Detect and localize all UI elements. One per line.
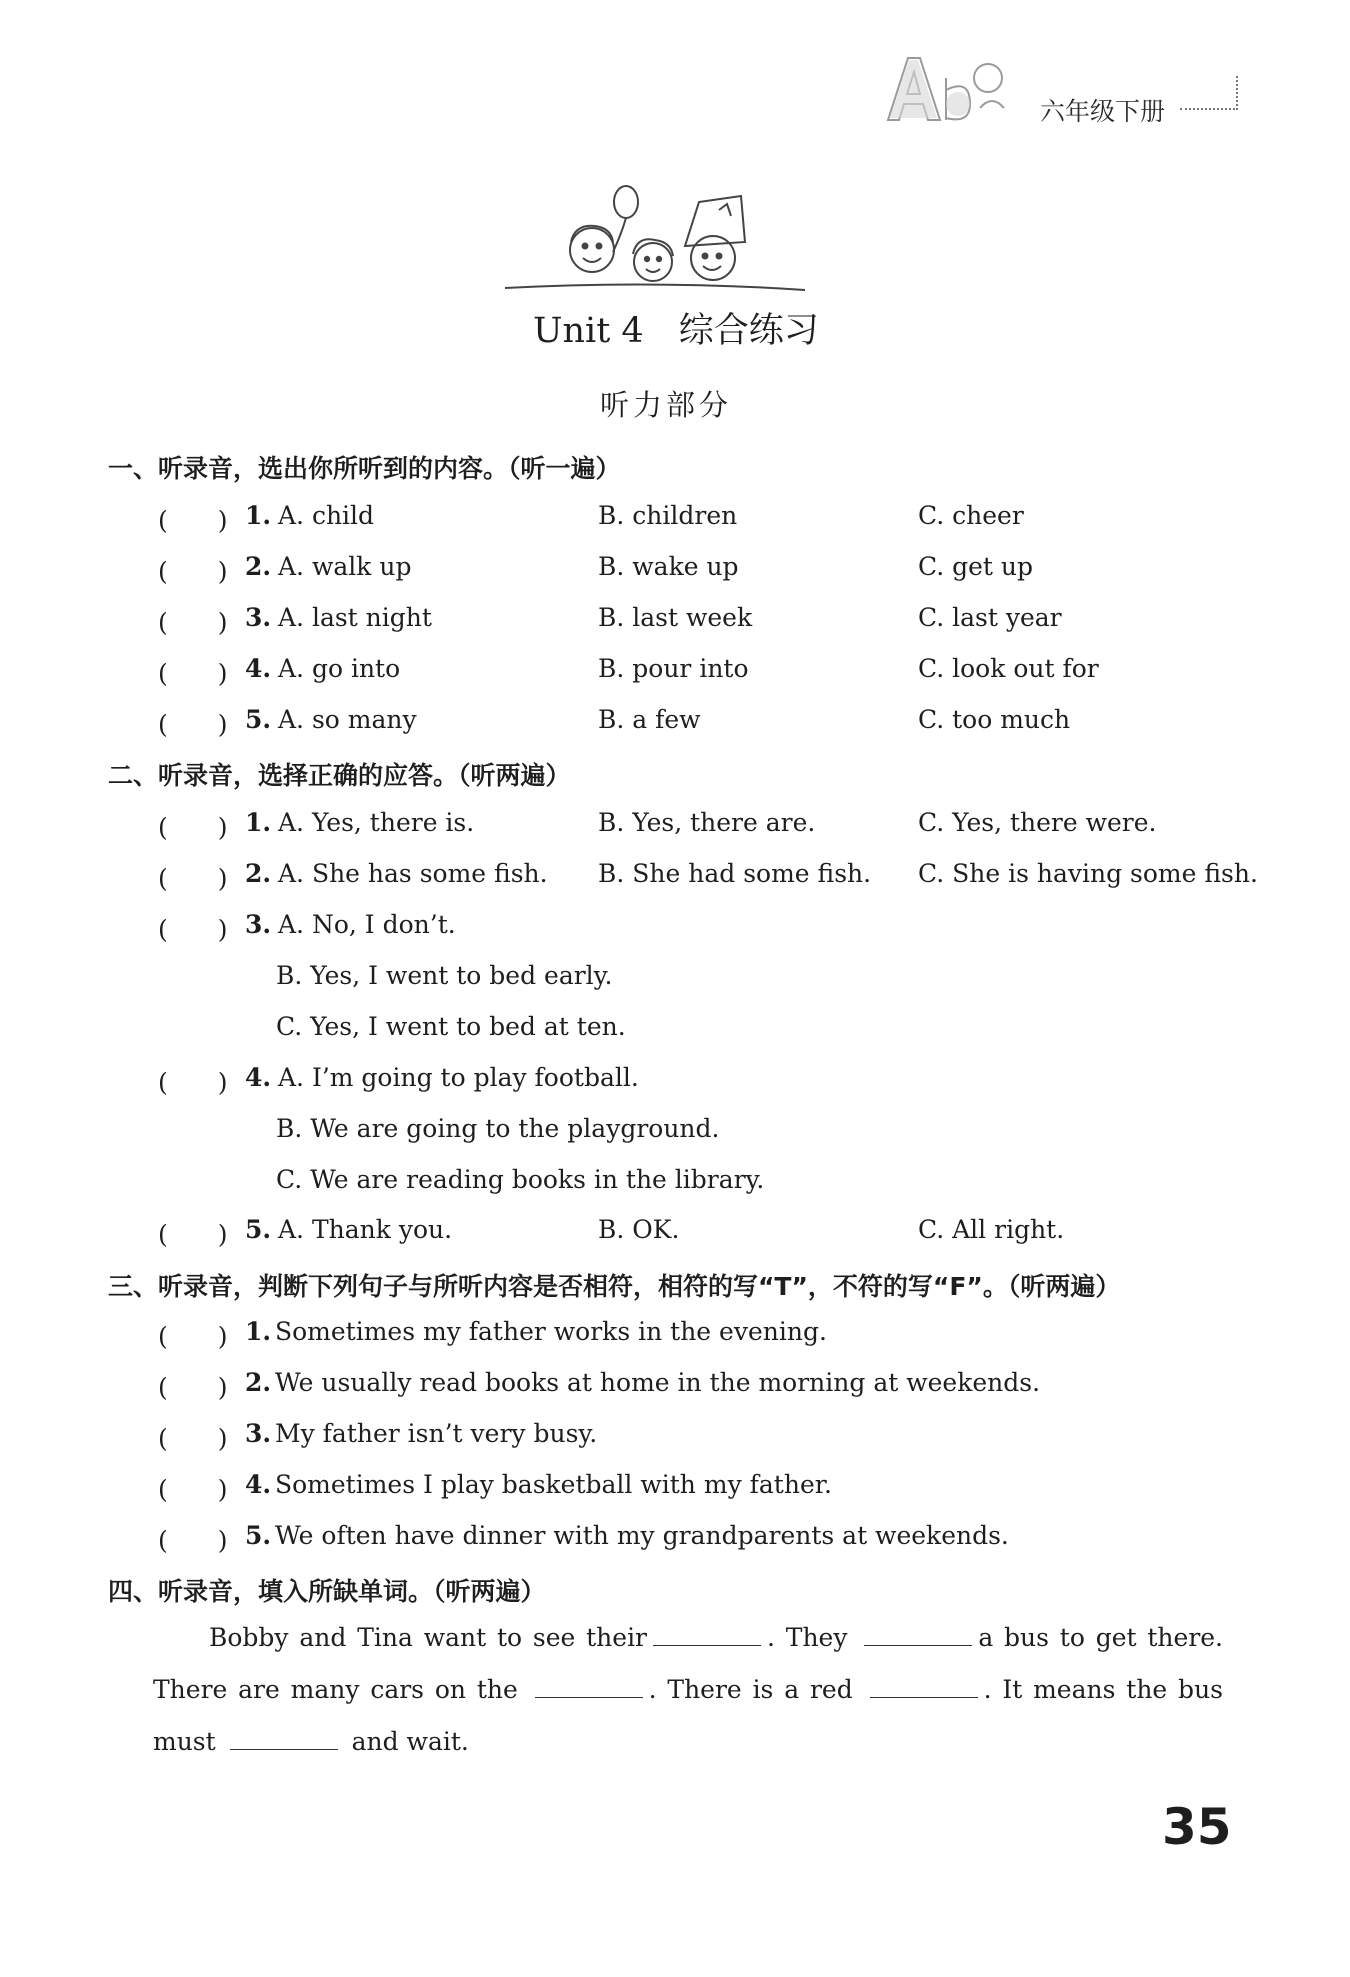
statement-text: Sometimes my father works in the evening. bbox=[275, 1317, 827, 1346]
answer-bracket[interactable]: ( ) bbox=[158, 557, 228, 586]
option-a: A. No, I don’t. bbox=[278, 910, 456, 939]
passage-text: . There is a red bbox=[648, 1675, 853, 1704]
list-item bbox=[0, 654, 1350, 694]
item-number: 2. bbox=[245, 1368, 272, 1397]
option-c: C. We are reading books in the library. bbox=[276, 1165, 765, 1194]
answer-bracket[interactable]: ( ) bbox=[158, 710, 228, 739]
option-c: C. last year bbox=[918, 603, 1062, 632]
item-number: 5. bbox=[245, 1215, 272, 1244]
answer-bracket[interactable]: ( ) bbox=[158, 608, 228, 637]
option-b: B. Yes, I went to bed early. bbox=[276, 961, 613, 990]
item-number: 1. bbox=[245, 808, 272, 837]
option-c: C. get up bbox=[918, 552, 1034, 581]
list-item bbox=[0, 1215, 1350, 1255]
item-number: 1. bbox=[245, 501, 272, 530]
statement-text: We usually read books at home in the morning at weekends. bbox=[275, 1368, 1041, 1397]
option-c: C. too much bbox=[918, 705, 1071, 734]
list-item bbox=[0, 808, 1350, 848]
item-number: 5. bbox=[245, 705, 272, 734]
option-a: A. I’m going to play football. bbox=[278, 1063, 639, 1092]
abc-letters-logo-icon bbox=[880, 48, 1020, 128]
statement-text: Sometimes I play basketball with my father. bbox=[275, 1470, 832, 1499]
option-a: A. Thank you. bbox=[278, 1215, 453, 1244]
header-dotted-rule bbox=[1180, 108, 1235, 110]
list-item bbox=[0, 1521, 1350, 1561]
answer-bracket[interactable]: ( ) bbox=[158, 1220, 228, 1249]
passage-text: . They bbox=[767, 1623, 848, 1652]
option-b: B. pour into bbox=[598, 654, 749, 683]
item-number: 1. bbox=[245, 1317, 272, 1346]
list-item bbox=[0, 1317, 1350, 1357]
answer-blank[interactable] bbox=[870, 1675, 978, 1698]
answer-blank[interactable] bbox=[653, 1623, 761, 1646]
option-c: C. look out for bbox=[918, 654, 1099, 683]
option-a: A. so many bbox=[278, 705, 417, 734]
item-number: 3. bbox=[245, 1419, 272, 1448]
option-b: B. wake up bbox=[598, 552, 739, 581]
fill-in-paragraph bbox=[153, 1612, 1223, 1768]
option-b: B. children bbox=[598, 501, 738, 530]
answer-bracket[interactable]: ( ) bbox=[158, 506, 228, 535]
header-dotted-rule-vertical bbox=[1236, 76, 1238, 110]
list-item bbox=[0, 859, 1350, 899]
answer-bracket[interactable]: ( ) bbox=[158, 1322, 228, 1351]
answer-bracket[interactable]: ( ) bbox=[158, 915, 228, 944]
option-b: B. We are going to the playground. bbox=[276, 1114, 720, 1143]
passage-text: . It means the bus must bbox=[153, 1675, 1223, 1756]
option-b: B. Yes, there are. bbox=[598, 808, 816, 837]
list-item bbox=[0, 1419, 1350, 1459]
passage-text: a bus to get there. There are many cars on the bbox=[153, 1623, 1224, 1704]
list-item bbox=[0, 910, 1350, 950]
item-number: 4. bbox=[245, 654, 272, 683]
item-number: 5. bbox=[245, 1521, 272, 1550]
option-b: B. last week bbox=[598, 603, 753, 632]
option-a: A. walk up bbox=[278, 552, 412, 581]
answer-bracket[interactable]: ( ) bbox=[158, 813, 228, 842]
option-b: B. a few bbox=[598, 705, 701, 734]
item-number: 2. bbox=[245, 552, 272, 581]
page-title: Unit 4 综合练习 bbox=[533, 311, 819, 351]
passage-text: Bobby and Tina want to see their bbox=[209, 1623, 648, 1652]
item-number: 4. bbox=[245, 1063, 272, 1092]
answer-bracket[interactable]: ( ) bbox=[158, 1424, 228, 1453]
section-3-heading: 三、听录音，判断下列句子与所听内容是否相符，相符的写“T”，不符的写“F”。（听两遍） bbox=[108, 1272, 1121, 1301]
list-item bbox=[0, 1368, 1350, 1408]
answer-bracket[interactable]: ( ) bbox=[158, 864, 228, 893]
section-4-heading: 四、听录音，填入所缺单词。（听两遍） bbox=[108, 1577, 546, 1606]
option-a: A. child bbox=[278, 501, 375, 530]
answer-blank[interactable] bbox=[230, 1727, 338, 1750]
option-c: C. Yes, there were. bbox=[918, 808, 1157, 837]
children-illustration-icon bbox=[505, 180, 805, 300]
passage-text: and wait. bbox=[351, 1727, 469, 1756]
option-a: A. last night bbox=[278, 603, 432, 632]
answer-blank[interactable] bbox=[535, 1675, 643, 1698]
answer-bracket[interactable]: ( ) bbox=[158, 1068, 228, 1097]
section-subtitle: 听力部分 bbox=[600, 388, 733, 422]
answer-bracket[interactable]: ( ) bbox=[158, 1526, 228, 1555]
answer-bracket[interactable]: ( ) bbox=[158, 1475, 228, 1504]
statement-text: My father isn’t very busy. bbox=[275, 1419, 598, 1448]
list-item bbox=[0, 552, 1350, 592]
answer-bracket[interactable]: ( ) bbox=[158, 659, 228, 688]
list-item bbox=[0, 1470, 1350, 1510]
answer-blank[interactable] bbox=[864, 1623, 972, 1646]
answer-bracket[interactable]: ( ) bbox=[158, 1373, 228, 1402]
list-item bbox=[0, 603, 1350, 643]
option-b: B. OK. bbox=[598, 1215, 680, 1244]
section-1-heading: 一、听录音，选出你所听到的内容。（听一遍） bbox=[108, 454, 621, 483]
option-c: C. She is having some fish. bbox=[918, 859, 1258, 888]
option-a: A. Yes, there is. bbox=[278, 808, 475, 837]
option-b: B. She had some fish. bbox=[598, 859, 872, 888]
item-number: 2. bbox=[245, 859, 272, 888]
option-c: C. Yes, I went to bed at ten. bbox=[276, 1012, 626, 1041]
list-item bbox=[0, 705, 1350, 745]
item-number: 3. bbox=[245, 603, 272, 632]
page-number: 35 bbox=[1162, 1798, 1232, 1856]
list-item bbox=[0, 501, 1350, 541]
item-number: 4. bbox=[245, 1470, 272, 1499]
option-c: C. All right. bbox=[918, 1215, 1065, 1244]
option-a: A. go into bbox=[278, 654, 401, 683]
option-c: C. cheer bbox=[918, 501, 1024, 530]
grade-label: 六年级下册 bbox=[1040, 97, 1166, 126]
list-item bbox=[0, 1063, 1350, 1103]
option-a: A. She has some fish. bbox=[278, 859, 548, 888]
item-number: 3. bbox=[245, 910, 272, 939]
section-2-heading: 二、听录音，选择正确的应答。（听两遍） bbox=[108, 761, 571, 790]
statement-text: We often have dinner with my grandparents at weekends. bbox=[275, 1521, 1009, 1550]
